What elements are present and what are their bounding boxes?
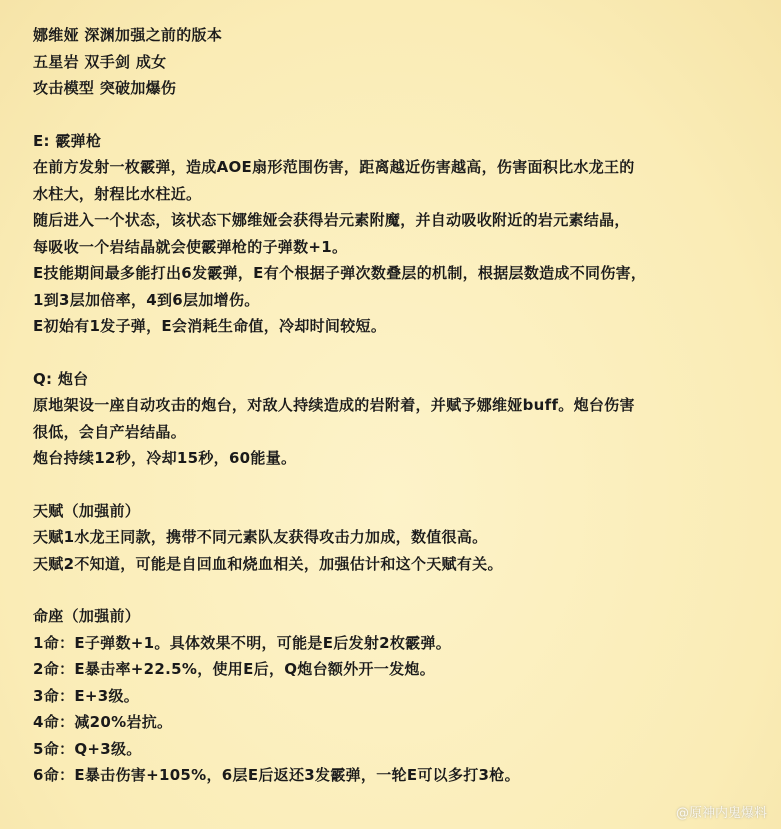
section-title-e: E: 霰弹枪	[33, 131, 102, 150]
q-line: 很低，会自产岩结晶。	[33, 422, 187, 441]
constellation-line: 4命：减20%岩抗。	[33, 713, 173, 731]
e-line: E初始有1发子弹，E会消耗生命值，冷却时间较短。	[33, 317, 387, 335]
spacer	[33, 340, 768, 366]
header-line-3: 攻击模型 突破加爆伤	[33, 79, 177, 97]
talent-line: 天赋1水龙王同款，携带不同元素队友获得攻击力加成，数值很高。	[33, 528, 488, 546]
e-line: 每吸收一个岩结晶就会使霰弹枪的子弹数+1。	[33, 237, 348, 256]
watermark: @原神内鬼爆料	[675, 806, 767, 821]
e-line: 1到3层加倍率，4到6层加增伤。	[33, 290, 260, 309]
e-line: 水柱大，射程比水柱近。	[33, 184, 202, 203]
e-line: 随后进入一个状态，该状态下娜维娅会获得岩元素附魔，并自动吸收附近的岩元素结晶，	[33, 211, 630, 229]
e-line: 在前方发射一枚霰弹，造成AOE扇形范围伤害，距离越近伤害越高，伤害面积比水龙王的	[33, 158, 635, 176]
section-title-constellations: 命座（加强前）	[33, 607, 141, 625]
talent-line: 天赋2不知道，可能是自回血和烧血相关，加强估计和这个天赋有关。	[33, 554, 503, 573]
section-title-talents: 天赋（加强前）	[33, 501, 141, 520]
q-line: 炮台持续12秒，冷却15秒，60能量。	[33, 449, 297, 467]
header-line-2: 五星岩 双手剑 成女	[33, 52, 167, 71]
spacer	[33, 577, 768, 603]
constellation-line: 2命：E暴击率+22.5%，使用E后，Q炮台额外开一发炮。	[33, 660, 435, 678]
constellation-line: 1命：E子弹数+1。具体效果不明，可能是E后发射2枚霰弹。	[33, 633, 452, 652]
e-line: E技能期间最多能打出6发霰弹，E有个根据子弹次数叠层的机制，根据层数造成不同伤害，	[33, 264, 647, 282]
constellation-line: 5命：Q+3级。	[33, 739, 142, 758]
spacer	[33, 102, 768, 128]
constellation-line: 3命：E+3级。	[33, 686, 140, 705]
document-body	[33, 22, 768, 789]
constellation-line: 6命：E暴击伤害+105%，6层E后返还3发霰弹，一轮E可以多打3枪。	[33, 766, 520, 784]
section-title-q: Q: 炮台	[33, 369, 89, 388]
spacer	[33, 472, 768, 498]
header-line-1: 娜维娅 深渊加强之前的版本	[33, 26, 223, 44]
q-line: 原地架设一座自动攻击的炮台，对敌人持续造成的岩附着，并赋予娜维娅buff。炮台伤害	[33, 396, 635, 414]
